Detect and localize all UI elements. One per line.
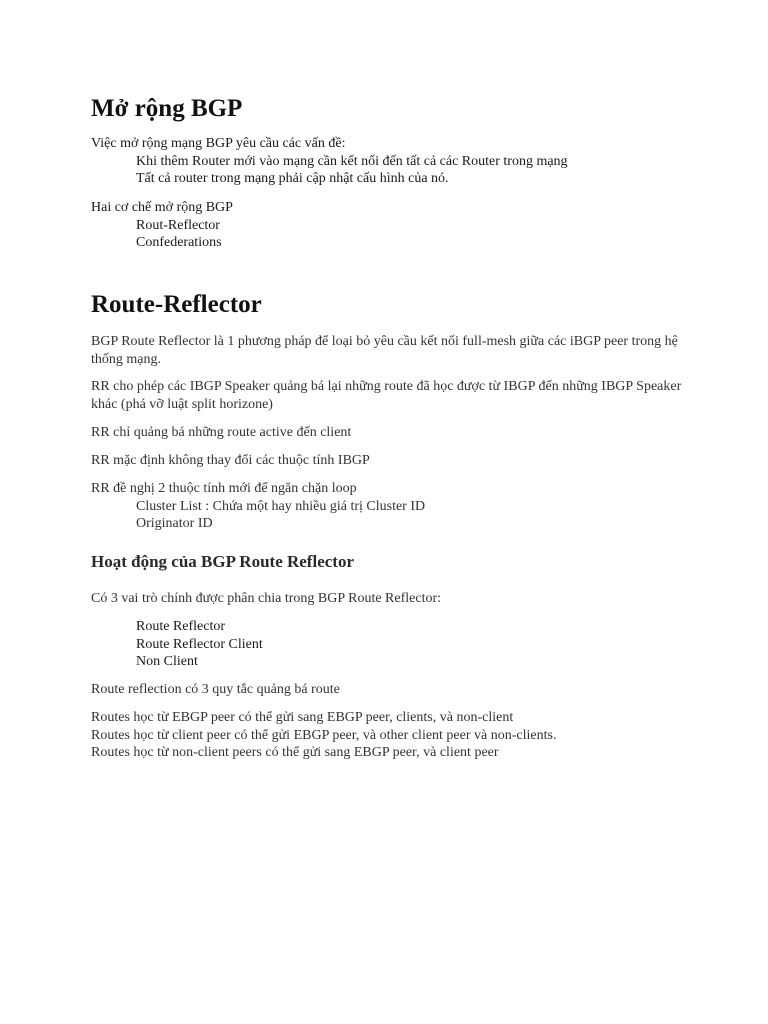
roles-intro: Có 3 vai trò chính được phân chia trong BGP Route Reflector:: [91, 591, 442, 606]
scaling-requirements: [91, 135, 691, 188]
scaling-mechanisms: [91, 199, 691, 252]
rr-paragraph-5: RR đề nghị 2 thuộc tính mới để ngăn chặn loop: [91, 481, 357, 496]
scaling-item-1: Khi thêm Router mới vào mạng cần kết nối đến tất cả các Router trong mạng: [136, 153, 568, 169]
scaling-intro: Việc mở rộng mạng BGP yêu cầu các vấn đề:: [91, 136, 346, 151]
rr-paragraph-4: RR mặc định không thay đổi các thuộc tính IBGP: [91, 453, 370, 468]
heading-rr-operation: Hoạt động của BGP Route Reflector: [91, 552, 354, 571]
rr-paragraph-1: BGP Route Reflector là 1 phương pháp để loại bỏ yêu cầu kết nối full-mesh giữa các iBGP peer trong hệ thống mạng.: [91, 334, 678, 367]
scaling-item-2: Tất cả router trong mạng phải cập nhật cấu hình của nó.: [136, 171, 449, 187]
rule-item-3: Routes học từ non-client peers có thể gửi sang EBGP peer, và client peer: [91, 745, 499, 761]
rules-list: [91, 709, 691, 762]
attribute-item-2: Originator ID: [136, 516, 213, 532]
heading-mo-rong-bgp: Mở rộng BGP: [91, 95, 243, 122]
mechanism-item-1: Rout-Reflector: [136, 217, 220, 233]
rr-attributes: [91, 480, 691, 533]
rules-intro: Route reflection có 3 quy tắc quảng bá route: [91, 682, 340, 697]
attribute-item-1: Cluster List : Chứa một hay nhiều giá trị Cluster ID: [136, 498, 426, 514]
rr-paragraph-2: RR cho phép các IBGP Speaker quảng bá lại những route đã học được từ IBGP đến những IBGP Speaker khác (phá vỡ luật split horizone): [91, 379, 682, 412]
rr-paragraph-3: RR chỉ quảng bá những route active đến client: [91, 425, 352, 440]
mechanism-item-2: Confederations: [136, 235, 222, 251]
mechanisms-intro: Hai cơ chế mở rộng BGP: [91, 200, 233, 215]
role-item-2: Route Reflector Client: [136, 636, 263, 652]
rule-item-1: Routes học từ EBGP peer có thể gửi sang EBGP peer, clients, và non-client: [91, 710, 514, 725]
rule-item-2: Routes học từ client peer có thể gửi EBGP peer, và other client peer và non-clients.: [91, 727, 557, 743]
heading-route-reflector: Route-Reflector: [91, 291, 262, 318]
role-item-3: Non Client: [136, 654, 198, 670]
role-item-1: Route Reflector: [136, 619, 226, 634]
roles-list: [91, 618, 691, 671]
